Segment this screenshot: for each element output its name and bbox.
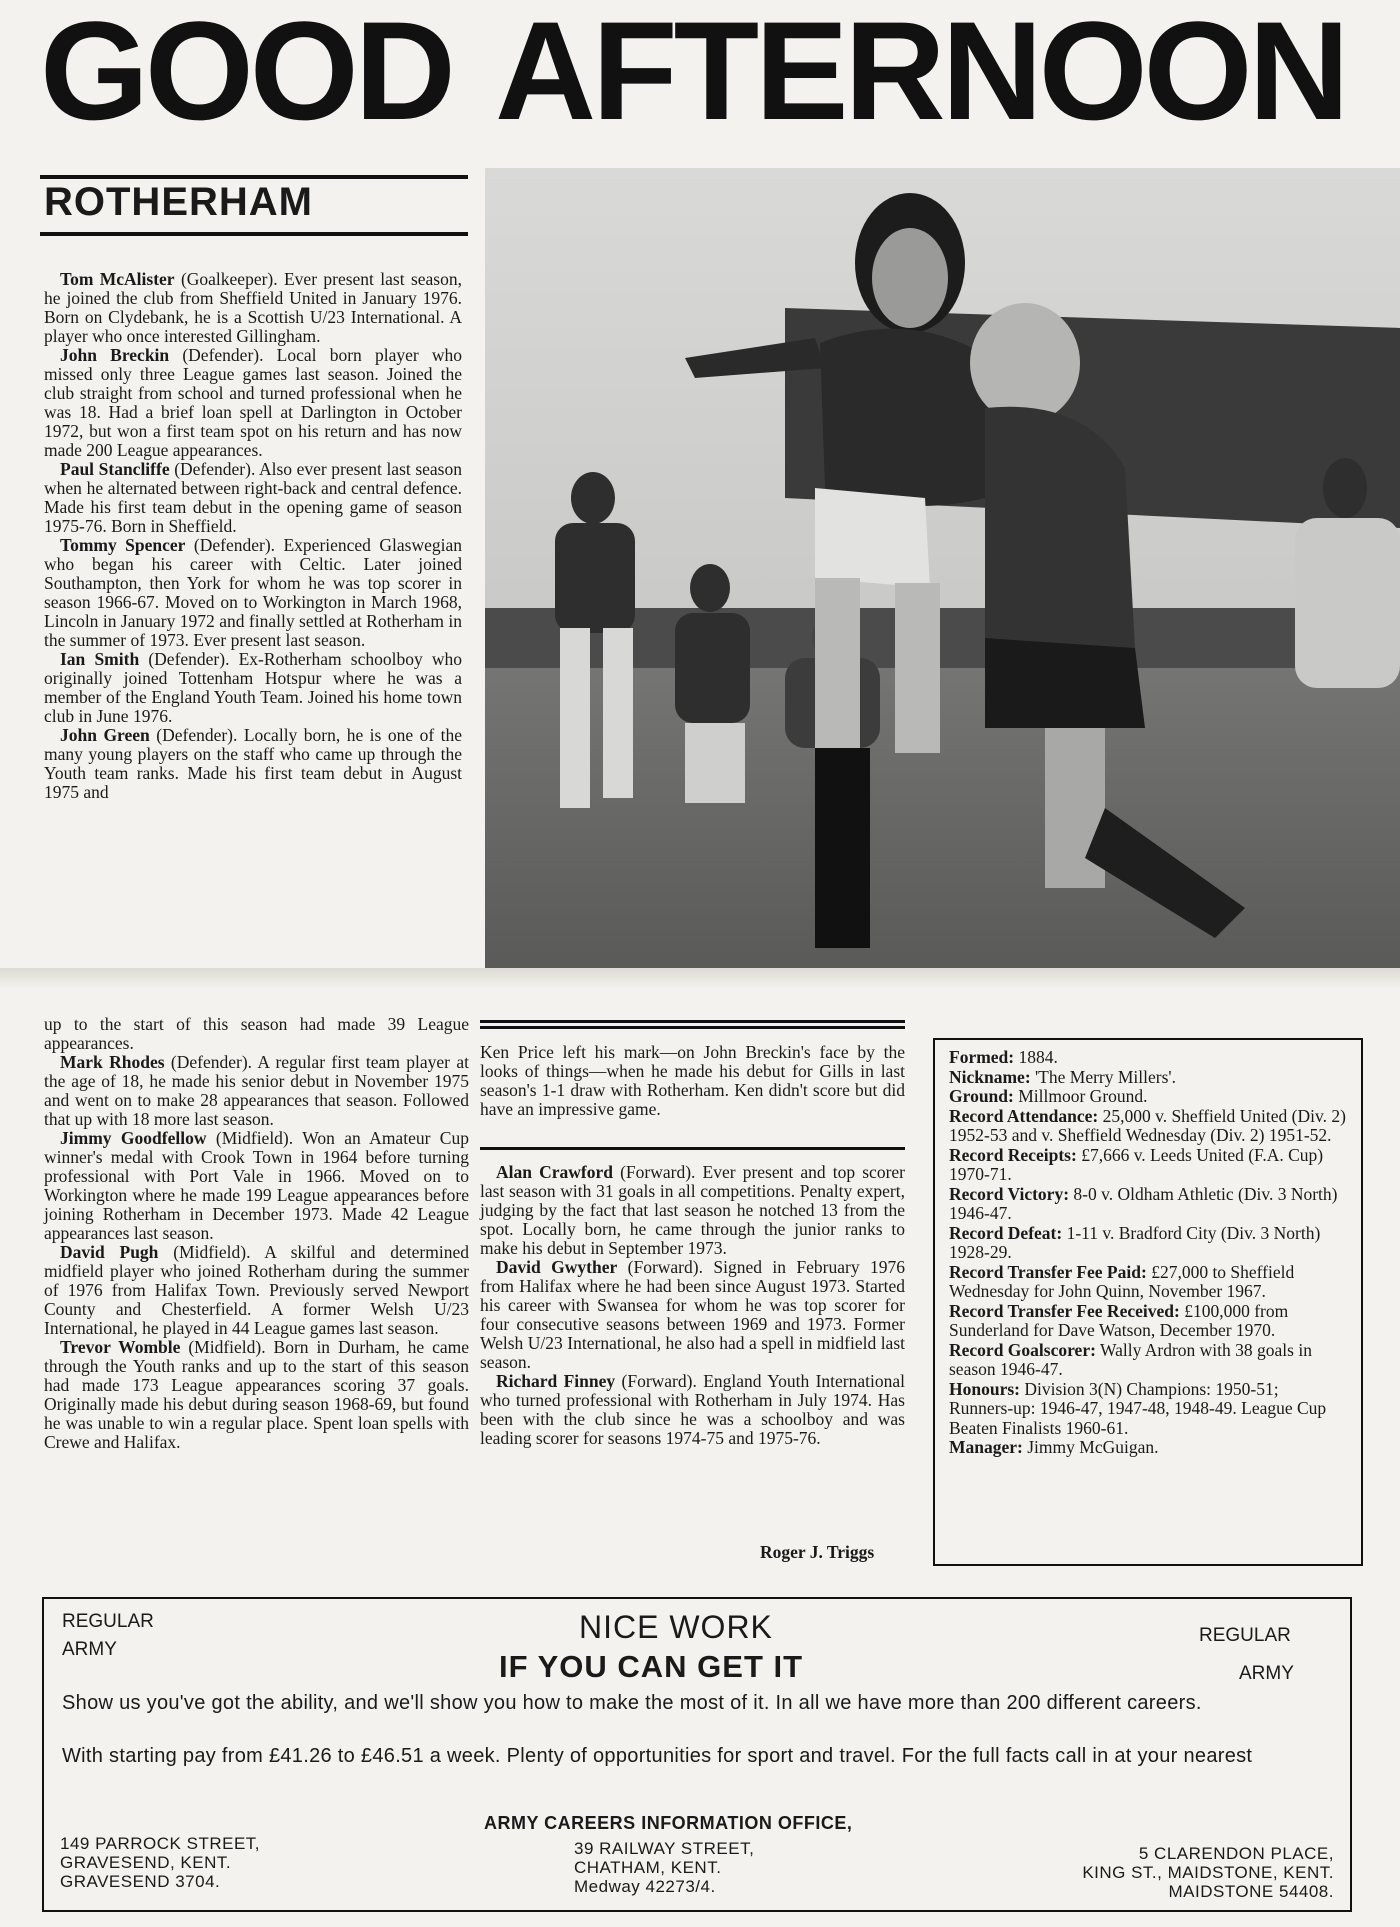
address-line: 5 CLARENDON PLACE,	[1138, 1844, 1334, 1863]
ad-title-if-you-can: IF YOU CAN GET IT	[499, 1649, 804, 1684]
club-fact-value: £100,000 from Sunderland for Dave Watson, December 1970.	[949, 1300, 1289, 1340]
ad-right-regular: REGULAR	[1199, 1625, 1291, 1646]
player-profile	[480, 1372, 905, 1448]
club-fact-label: Record Goalscorer:	[949, 1339, 1096, 1360]
player-name: Tommy Spencer	[60, 535, 186, 555]
player-profile	[44, 726, 462, 802]
club-fact	[949, 1068, 1347, 1088]
ad-address-gravesend	[60, 1834, 260, 1891]
club-fact-label: Nickname:	[949, 1066, 1031, 1087]
photo-caption	[480, 1043, 905, 1119]
player-bio: (Defender). A regular first team player at the age of 18, he made his senior debut in November 1975 and went on to make 28 appearances that season. Followed that up with 18 more last season.	[44, 1052, 470, 1129]
club-fact-value: £7,666 v. Leeds United (F.A. Cup) 1970-71.	[949, 1144, 1324, 1184]
address-line: CHATHAM, KENT.	[574, 1858, 722, 1877]
player-name: Mark Rhodes	[60, 1052, 165, 1072]
player-profile	[44, 1053, 469, 1129]
player-profile	[480, 1163, 905, 1258]
ad-title-nice-work: NICE WORK	[579, 1609, 773, 1645]
player-profile	[44, 460, 462, 536]
player-bio: (Midfield). A skilful and determined midfield player who joined Rotherham during the summer of 1976 from Halifax Town. Previously served Newport County and Chesterfield. A former Welsh U/23 International, he played in 44 League games last season.	[44, 1242, 470, 1338]
army-advertisement	[42, 1597, 1352, 1912]
player-profile	[44, 1243, 469, 1338]
player-profile	[44, 1129, 469, 1243]
club-fact-label: Record Transfer Fee Paid:	[949, 1261, 1147, 1282]
page-fold	[0, 968, 1400, 988]
player-name: Richard Finney	[496, 1371, 616, 1391]
club-title: ROTHERHAM	[44, 180, 313, 224]
address-line: GRAVESEND, KENT.	[60, 1853, 232, 1872]
ad-body-1: Show us you've got the ability, and we'll show you how to make the most of it. In all we have more than 200 different careers.	[62, 1692, 1202, 1714]
player-profile	[44, 346, 462, 460]
club-fact-label: Formed:	[949, 1047, 1015, 1067]
club-fact-label: Record Transfer Fee Received:	[949, 1300, 1180, 1321]
caption-rule-bottom	[480, 1147, 905, 1150]
player-name: David Gwyther	[496, 1257, 618, 1277]
player-name: Jimmy Goodfellow	[60, 1128, 207, 1148]
club-fact	[949, 1380, 1347, 1439]
headline-good: GOOD	[40, 0, 452, 149]
caption-rule-top-2	[480, 1026, 905, 1029]
profiles-column-3	[480, 1163, 905, 1448]
player-bio: (Forward). Ever present and top scorer last season with 31 goals in all competitions. Penalty expert, judging by the fact that last season he notched 13 from the spot. Locally born, he came through the junior ranks to make his debut in September 1973.	[480, 1162, 905, 1258]
club-fact-label: Record Attendance:	[949, 1105, 1099, 1126]
club-fact	[949, 1087, 1347, 1107]
profiles-column-1	[44, 270, 462, 802]
club-fact	[949, 1048, 1347, 1068]
player-bio: (Forward). Signed in February 1976 from Halifax where he had been since August 1973. Started his career with Swansea for whom he was top scorer for four consecutive seasons between 1969 and 1973. Former Welsh U/23 International, he also had a spell in midfield last season.	[480, 1257, 905, 1372]
ad-address-maidstone	[1014, 1844, 1334, 1901]
player-name: David Pugh	[60, 1242, 159, 1262]
club-fact	[949, 1341, 1347, 1380]
ad-office-name: ARMY CAREERS INFORMATION OFFICE,	[484, 1813, 853, 1833]
player-profile	[44, 270, 462, 346]
club-fact-value: Millmoor Ground.	[1013, 1086, 1148, 1106]
club-fact	[949, 1263, 1347, 1302]
club-fact	[949, 1185, 1347, 1224]
address-line: 149 PARROCK STREET,	[60, 1834, 261, 1853]
club-fact-value: 1884.	[1014, 1047, 1058, 1067]
match-photo	[485, 168, 1400, 968]
player-bio: (Midfield). Won an Amateur Cup winner's medal with Crook Town in 1964 before turning professional with Port Vale in 1966. Moved on to Workington where he made 199 League appearances before joining Rotherham in December 1973. Made 42 League appearances last season.	[44, 1128, 469, 1243]
player-profile	[44, 1338, 469, 1452]
player-profile	[44, 650, 462, 726]
continued-text: up to the start of this season had made 39 League appearances.	[44, 1014, 469, 1053]
player-bio: (Defender). Locally born, he is one of the many young players on the staff who came up through the Youth team ranks. Made his first team debut in August 1975 and	[44, 725, 462, 802]
player-bio: (Goalkeeper). Ever present last season, he joined the club from Sheffield United in January 1976. Born on Clydebank, he is a Scottish U/23 International. A player who once interested Gillingham.	[44, 269, 462, 346]
club-fact-value: Jimmy McGuigan.	[1022, 1437, 1159, 1457]
club-fact	[949, 1107, 1347, 1146]
club-fact-label: Record Victory:	[949, 1183, 1070, 1204]
address-line: GRAVESEND 3704.	[60, 1872, 221, 1891]
club-facts-box	[933, 1038, 1363, 1566]
club-fact-value: Wally Ardron with 38 goals in season 1946-47.	[949, 1339, 1312, 1379]
club-fact-value: Division 3(N) Champions: 1950-51; Runners-up: 1946-47, 1947-48, 1948-49. League Cup Beaten Finalists 1960-61.	[949, 1378, 1327, 1438]
ad-left-regular: REGULAR	[62, 1611, 154, 1632]
club-fact	[949, 1224, 1347, 1263]
player-name: Tom McAlister	[60, 269, 175, 289]
club-rule-bottom	[40, 232, 468, 236]
player-profile	[480, 1258, 905, 1372]
player-bio: (Defender). Experienced Glaswegian who began his career with Celtic. Later joined Southampton, then York for whom he was top scorer in season 1966-67. Moved on to Workington in March 1968, Lincoln in January 1972 and finally settled at Rotherham in the summer of 1973. Ever present last season.	[44, 535, 462, 650]
player-bio: (Midfield). Born in Durham, he came through the Youth ranks and up to the start of this season had made 173 League appearances scoring 37 goals. Originally made his debut during season 1968-69, but found he was unable to win a regular place. Spent loan spells with Crewe and Halifax.	[44, 1337, 469, 1452]
player-name: Trevor Womble	[60, 1337, 181, 1357]
club-fact	[949, 1302, 1347, 1341]
player-bio: (Defender). Local born player who missed only three League games last season. Joined the club straight from school and turned professional when he was 18. Had a brief loan spell at Darlington in October 1972, but won a first team spot on his return and has now made 200 League appearances.	[44, 345, 463, 460]
ad-right-army: ARMY	[1239, 1663, 1294, 1684]
club-fact-value: £27,000 to Sheffield Wednesday for John Quinn, November 1967.	[949, 1261, 1295, 1301]
football-photo-illustration	[485, 168, 1400, 968]
caption-rule-top	[480, 1020, 905, 1023]
profiles-column-2	[44, 1015, 469, 1452]
player-name: Paul Stancliffe	[60, 459, 170, 479]
club-rule-top	[40, 175, 468, 179]
player-bio: (Forward). England Youth International who turned professional with Rotherham in July 1974. Has been with the club since he was a schoolboy and was leading scorer for seasons 1974-75 and 1975-76.	[480, 1371, 905, 1448]
player-name: John Breckin	[60, 345, 170, 365]
headline-afternoon: AFTERNOON	[495, 0, 1346, 149]
ad-address-chatham	[574, 1839, 754, 1896]
club-fact	[949, 1146, 1347, 1185]
club-fact	[949, 1438, 1347, 1458]
ad-body-2: With starting pay from £41.26 to £46.51 a week. Plenty of opportunities for sport and travel. For the full facts call in at your nearest	[62, 1745, 1253, 1767]
player-bio: (Defender). Also ever present last season when he alternated between right-back and central defence. Made his first team debut in the opening game of season 1975-76. Born in Sheffield.	[44, 459, 462, 536]
club-fact-label: Manager:	[949, 1437, 1023, 1457]
club-fact-label: Ground:	[949, 1086, 1014, 1106]
address-line: KING ST., MAIDSTONE, KENT.	[1082, 1863, 1334, 1882]
club-fact-value: 'The Merry Millers'.	[1030, 1066, 1176, 1087]
player-name: John Green	[60, 725, 150, 745]
club-fact-label: Honours:	[949, 1378, 1020, 1399]
address-line: MAIDSTONE 54408.	[1168, 1882, 1334, 1901]
player-bio: (Defender). Ex-Rotherham schoolboy who originally joined Tottenham Hotspur where he was a member of the England Youth Team. Joined his home town club in June 1976.	[44, 649, 463, 726]
club-fact-value: 8-0 v. Oldham Athletic (Div. 3 North) 1946-47.	[949, 1183, 1338, 1223]
club-fact-value: 1-11 v. Bradford City (Div. 3 North) 1928-29.	[949, 1222, 1321, 1262]
player-name: Alan Crawford	[496, 1162, 613, 1182]
address-line: Medway 42273/4.	[574, 1877, 716, 1896]
address-line: 39 RAILWAY STREET,	[574, 1839, 755, 1858]
player-profile	[44, 536, 462, 650]
author-signature: Roger J. Triggs	[760, 1542, 875, 1562]
club-fact-label: Record Receipts:	[949, 1144, 1077, 1165]
player-name: Ian Smith	[60, 649, 140, 669]
ad-left-army: ARMY	[62, 1639, 117, 1660]
club-fact-value: 25,000 v. Sheffield United (Div. 2) 1952-53 and v. Sheffield Wednesday (Div. 2) 1951-52.	[949, 1105, 1346, 1145]
club-fact-label: Record Defeat:	[949, 1222, 1063, 1243]
caption-text: Ken Price left his mark—on John Breckin's face by the looks of things—when he made his debut for Gills in last season's 1-1 draw with Rotherham. Ken didn't score but did have an impressive game.	[480, 1042, 905, 1119]
